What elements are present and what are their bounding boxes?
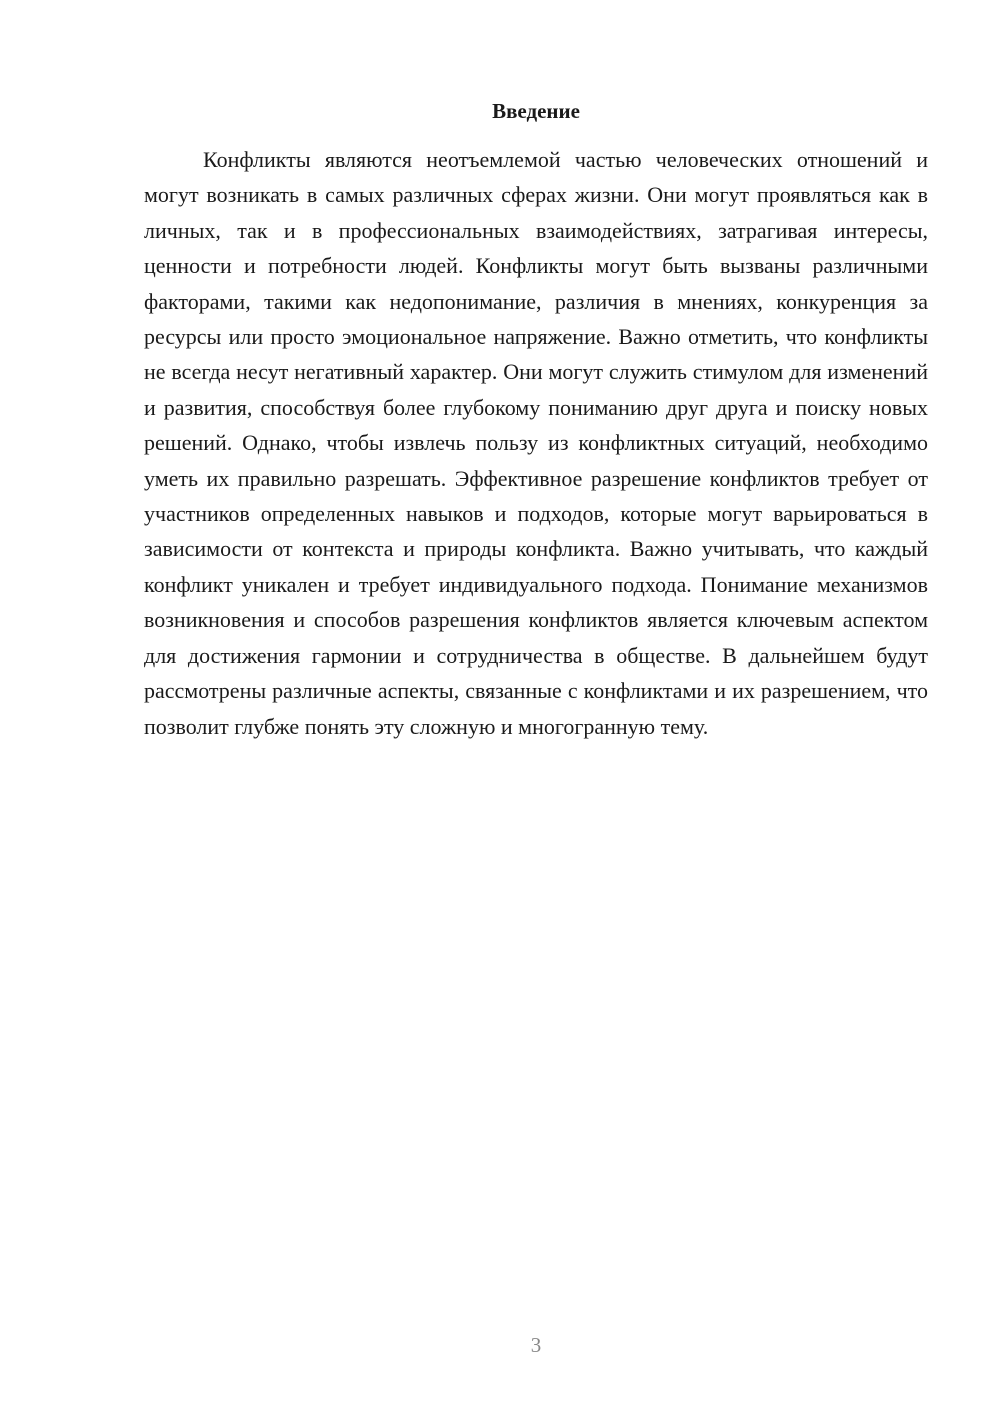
body-paragraph: Конфликты являются неотъемлемой частью человеческих отношений и могут возникать в самых различных сферах жизни. Они могут проявляться как в личных, так и в профессиональных взаимодействиях, затрагивая интересы, ценности и потребности людей. Конфликты могут быть вызваны различными факторами, такими как недопонимание, различия в мнениях, конкуренция за ресурсы или просто эмоциональное напряжение. Важно отметить, что конфликты не всегда несут негативный характер. Они могут служить стимулом для изменений и развития, способствуя более глубокому пониманию друг друга и поиску новых решений. Однако, чтобы извлечь пользу из конфликтных ситуаций, необходимо уметь их правильно разрешать. Эффективное разрешение конфликтов требует от участников определенных навыков и подходов, которые могут варьироваться в зависимости от контекста и природы конфликта. Важно учитывать, что каждый конфликт уникален и требует индивидуального подхода. Понимание механизмов возникновения и способов разрешения конфликтов является ключевым аспектом для достижения гармонии и сотрудничества в обществе. В дальнейшем будут рассмотрены различные аспекты, связанные с конфликтами и их разрешением, что позволит глубже понять эту сложную и многогранную тему. bbox=[144, 147, 928, 739]
page-number: 3 bbox=[530, 1333, 542, 1357]
section-heading: Введение bbox=[492, 99, 580, 123]
